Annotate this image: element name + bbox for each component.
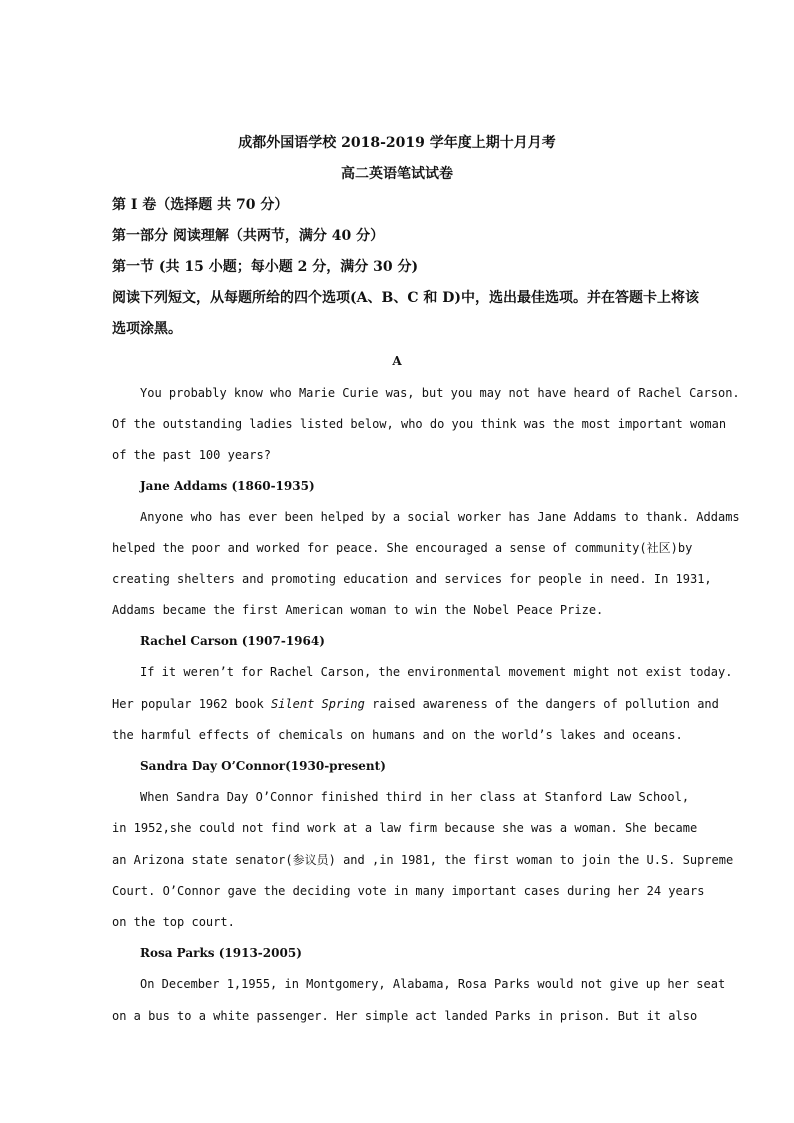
intro-line: You probably know who Marie Curie was, but you may not have heard of Rachel Carson. bbox=[140, 386, 740, 400]
paragraph-line: creating shelters and promoting education and services for people in need. In 1931, bbox=[112, 572, 712, 586]
paragraph-line: an Arizona state senator(参议员) and ,in 1981, the first woman to join the U.S. Supreme bbox=[112, 853, 734, 867]
paragraph-line: in 1952,she could not find work at a law firm because she was a woman. She became bbox=[112, 821, 698, 835]
paragraph-line: If it weren’t for Rachel Carson, the environmental movement might not exist today. bbox=[140, 665, 733, 679]
paragraph-line: Court. O’Connor gave the deciding vote in many important cases during her 24 years bbox=[112, 884, 705, 898]
paragraph-line: on a bus to a white passenger. Her simple act landed Parks in prison. But it also bbox=[112, 1009, 698, 1023]
intro-line: of the past 100 years? bbox=[112, 448, 271, 462]
paragraph-line-book bbox=[112, 697, 719, 711]
book-title: Silent Spring bbox=[270, 697, 365, 711]
section-title-parks: Rosa Parks (1913-2005) bbox=[140, 946, 302, 960]
paragraph-line: on the top court. bbox=[112, 915, 235, 929]
paragraph-line: On December 1,1955, in Montgomery, Alabama, Rosa Parks would not give up her seat bbox=[140, 977, 726, 991]
paragraph-line: Anyone who has ever been helped by a social worker has Jane Addams to thank. Addams bbox=[140, 510, 740, 524]
paragraph-line: When Sandra Day O’Connor finished third in her class at Stanford Law School, bbox=[140, 790, 690, 804]
volume-heading: 第 I 卷（选择题 共 70 分） bbox=[112, 197, 289, 213]
exam-subtitle: 高二英语笔试试卷 bbox=[341, 166, 453, 182]
paragraph-line: helped the poor and worked for peace. She encouraged a sense of community(社区)by bbox=[112, 541, 693, 555]
paragraph-line: Addams became the first American woman to win the Nobel Peace Prize. bbox=[112, 603, 604, 617]
section-title-oconnor: Sandra Day O’Connor(1930-present) bbox=[140, 759, 386, 773]
paragraph-line: the harmful effects of chemicals on humans and on the world’s lakes and oceans. bbox=[112, 728, 683, 742]
section-heading: 第一节 (共 15 小题；每小题 2 分，满分 30 分) bbox=[112, 259, 419, 275]
section-title-addams: Jane Addams (1860-1935) bbox=[140, 479, 315, 493]
book-text-before: Her popular 1962 book bbox=[112, 697, 271, 711]
passage-label: A bbox=[392, 354, 402, 368]
part-heading: 第一部分 阅读理解（共两节，满分 40 分） bbox=[112, 228, 385, 244]
book-text-after: raised awareness of the dangers of pollution and bbox=[364, 697, 719, 711]
directions-line-1: 阅读下列短文，从每题所给的四个选项(A、B、C 和 D)中，选出最佳选项。并在答题卡上将该 bbox=[112, 290, 699, 306]
section-title-carson: Rachel Carson (1907-1964) bbox=[140, 634, 325, 648]
exam-title: 成都外国语学校 2018-2019 学年度上期十月月考 bbox=[238, 135, 556, 151]
intro-line: Of the outstanding ladies listed below, who do you think was the most important woman bbox=[112, 417, 727, 431]
directions-line-2: 选项涂黑。 bbox=[112, 321, 182, 337]
